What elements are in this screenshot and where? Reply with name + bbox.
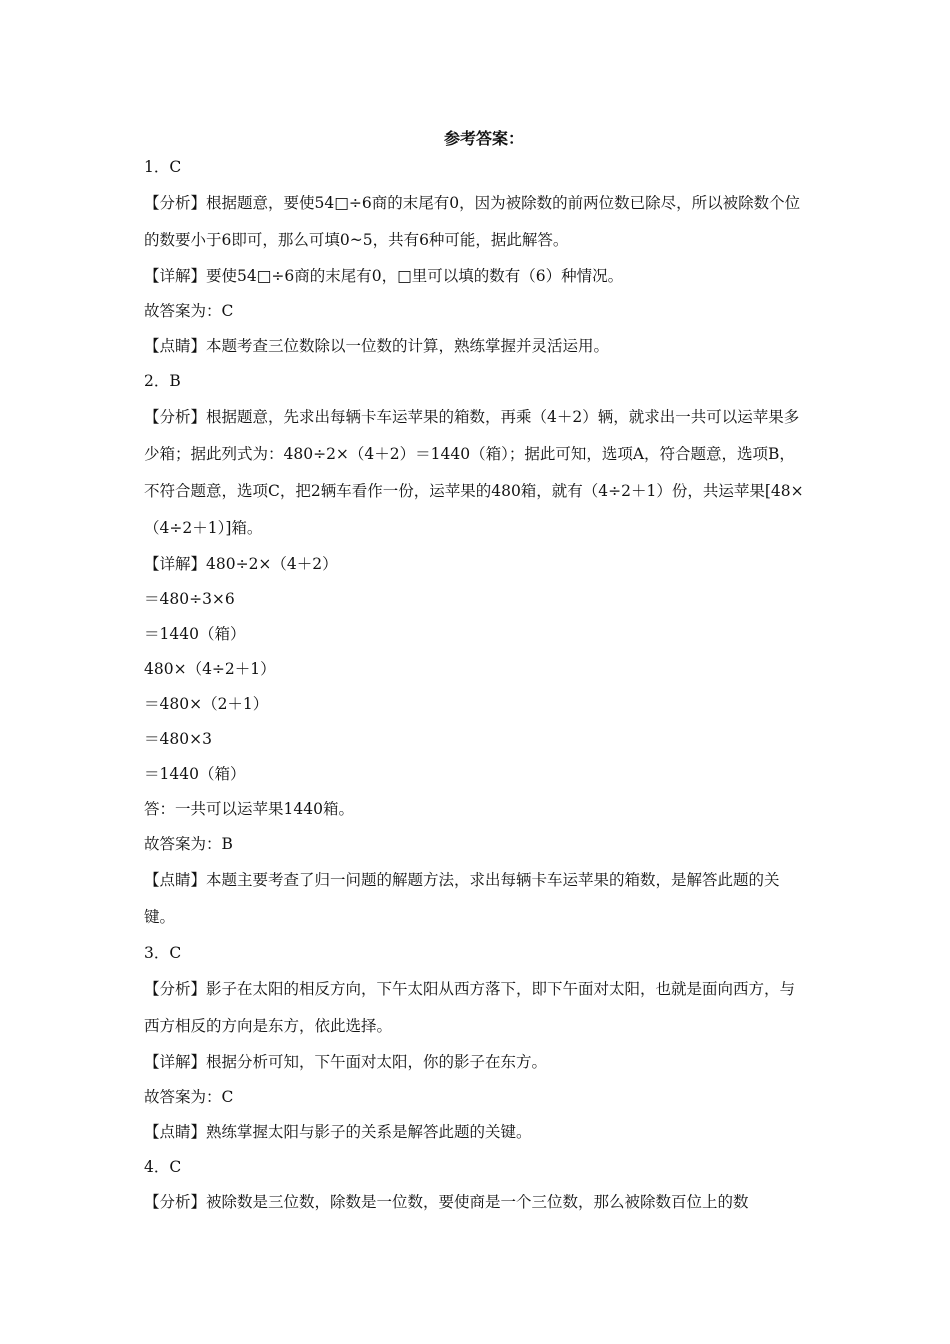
q1-number: 1．C [144, 158, 182, 176]
q3-answer: 故答案为：C [144, 1088, 234, 1106]
q4-number: 4．C [144, 1158, 182, 1176]
q2-analysis: 【分析】根据题意，先求出每辆卡车运苹果的箱数，再乘（4＋2）辆，就求出一共可以运苹果多少箱；据此列式为：480÷2×（4＋2）＝1440（箱）；据此可知，选项A，符合题意，选项B，不符合题意，选项C，把2辆车看作一份，运苹果的480箱，就有（4÷2＋1）份，共运苹果[48×（4÷2＋1）]箱。 [144, 408, 804, 537]
q3-analysis: 【分析】影子在太阳的相反方向，下午太阳从西方落下，即下午面对太阳，也就是面向西方，与西方相反的方向是东方，依此选择。 [144, 980, 796, 1035]
page-title: 参考答案： [443, 129, 524, 148]
q2-step: ＝480×（2＋1） [144, 695, 269, 713]
q3-number: 3．C [144, 944, 182, 962]
q2-step: ＝480÷3×6 [144, 590, 235, 608]
q1-analysis: 【分析】根据题意，要使54□÷6商的末尾有0，因为被除数的前两位数已除尽，所以被除数个位的数要小于6即可，那么可填0~5，共有6种可能，据此解答。 [144, 194, 801, 249]
q2-step: ＝1440（箱） [144, 625, 246, 643]
answer-content [144, 150, 809, 1220]
q2-step: ＝480×3 [144, 730, 212, 748]
q4-analysis: 【分析】被除数是三位数，除数是一位数，要使商是一个三位数，那么被除数百位上的数 [144, 1193, 749, 1211]
q2-detail: 【详解】480÷2×（4＋2） [144, 555, 338, 573]
q2-comment: 【点睛】本题主要考查了归一问题的解题方法，求出每辆卡车运苹果的箱数，是解答此题的关键。 [144, 871, 780, 926]
q2-answer: 故答案为：B [144, 835, 233, 853]
q3-detail: 【详解】根据分析可知，下午面对太阳，你的影子在东方。 [144, 1053, 548, 1071]
q2-number: 2．B [144, 372, 181, 390]
q1-detail: 【详解】要使54□÷6商的末尾有0，□里可以填的数有（6）种情况。 [144, 267, 624, 285]
q1-answer: 故答案为：C [144, 302, 234, 320]
q2-step: 480×（4÷2＋1） [144, 660, 276, 678]
q2-step: ＝1440（箱） [144, 765, 246, 783]
q1-comment: 【点睛】本题考查三位数除以一位数的计算，熟练掌握并灵活运用。 [144, 337, 610, 355]
q2-reply: 答：一共可以运苹果1440箱。 [144, 800, 354, 818]
q3-comment: 【点睛】熟练掌握太阳与影子的关系是解答此题的关键。 [144, 1123, 532, 1141]
